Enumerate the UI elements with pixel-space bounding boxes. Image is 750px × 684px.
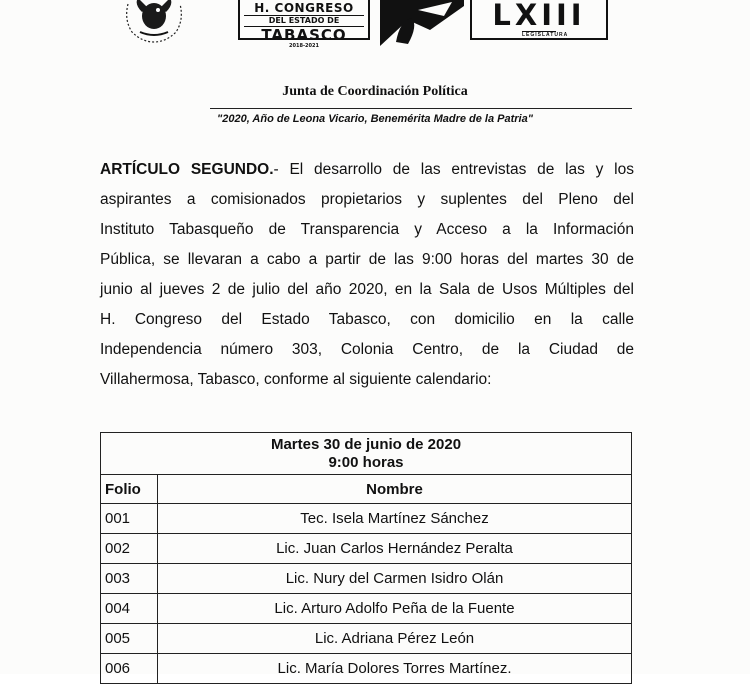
- folio-cell: 003: [101, 564, 158, 594]
- header-divider: [210, 108, 632, 109]
- nombre-cell: Lic. Nury del Carmen Isidro Olán: [158, 564, 632, 594]
- table-row: [101, 504, 632, 534]
- congreso-logo: [238, 0, 370, 49]
- paragraph-line: [100, 155, 634, 185]
- folio-cell: 005: [101, 624, 158, 654]
- column-header-folio: Folio: [101, 475, 158, 504]
- paragraph-line: Independencia número 303, Colonia Centro, de la Ciudad de: [100, 341, 634, 358]
- congreso-line3: TABASCO: [261, 26, 347, 44]
- legislatura-logo: [470, 0, 608, 40]
- nombre-cell: Lic. Arturo Adolfo Peña de la Fuente: [158, 594, 632, 624]
- folio-cell: 001: [101, 504, 158, 534]
- table-caption: [101, 433, 632, 475]
- paragraph-line: aspirantes a comisionados propietarios y suplentes del Pleno del: [100, 191, 634, 208]
- folio-cell: 006: [101, 654, 158, 684]
- congreso-emblem-icon: [378, 0, 464, 50]
- table-row: [101, 534, 632, 564]
- paragraph-line: Pública, se llevaran a cabo a partir de las 9:00 horas del martes 30 de: [100, 251, 634, 268]
- congreso-line1: H. CONGRESO: [254, 1, 354, 15]
- junta-heading: Junta de Coordinación Política: [282, 84, 468, 99]
- paragraph-line: Villahermosa, Tabasco, conforme al siguiente calendario:: [100, 371, 492, 388]
- table-row: [101, 564, 632, 594]
- article-label: ARTÍCULO SEGUNDO.: [100, 161, 274, 178]
- article-text-1: - El desarrollo de las entrevistas de las y los: [273, 161, 634, 178]
- paragraph-line: H. Congreso del Estado Tabasco, con domicilio en la calle: [100, 311, 634, 328]
- table-caption-row: [101, 433, 632, 475]
- congreso-line2: DEL ESTADO DE: [244, 15, 364, 27]
- nombre-cell: Lic. Juan Carlos Hernández Peralta: [158, 534, 632, 564]
- legislatura-label: LEGISLATURA: [522, 32, 569, 38]
- schedule-table: [100, 432, 632, 684]
- schedule-date: Martes 30 de junio de 2020: [270, 436, 462, 453]
- nombre-cell: Lic. María Dolores Torres Martínez.: [158, 654, 632, 684]
- congreso-line4: 2018-2021: [289, 43, 319, 49]
- paragraph-line: Instituto Tabasqueño de Transparencia y Acceso a la Información: [100, 221, 634, 238]
- table-row: [101, 624, 632, 654]
- paragraph-line: junio al jueves 2 de julio del año 2020, en la Sala de Usos Múltiples del: [100, 281, 634, 298]
- national-seal-icon: [118, 0, 190, 44]
- table-row: [101, 594, 632, 624]
- table-row: [101, 654, 632, 684]
- folio-cell: 004: [101, 594, 158, 624]
- annual-motto: "2020, Año de Leona Vicario, Benemérita Madre de la Patria": [217, 113, 533, 125]
- article-paragraph: [100, 155, 634, 395]
- nombre-cell: Lic. Adriana Pérez León: [158, 624, 632, 654]
- column-header-nombre: Nombre: [158, 475, 632, 504]
- legislatura-numeral: LXIII: [492, 0, 586, 32]
- folio-cell: 002: [101, 534, 158, 564]
- schedule-time: 9:00 horas: [328, 454, 404, 471]
- table-header-row: [101, 475, 632, 504]
- nombre-cell: Tec. Isela Martínez Sánchez: [158, 504, 632, 534]
